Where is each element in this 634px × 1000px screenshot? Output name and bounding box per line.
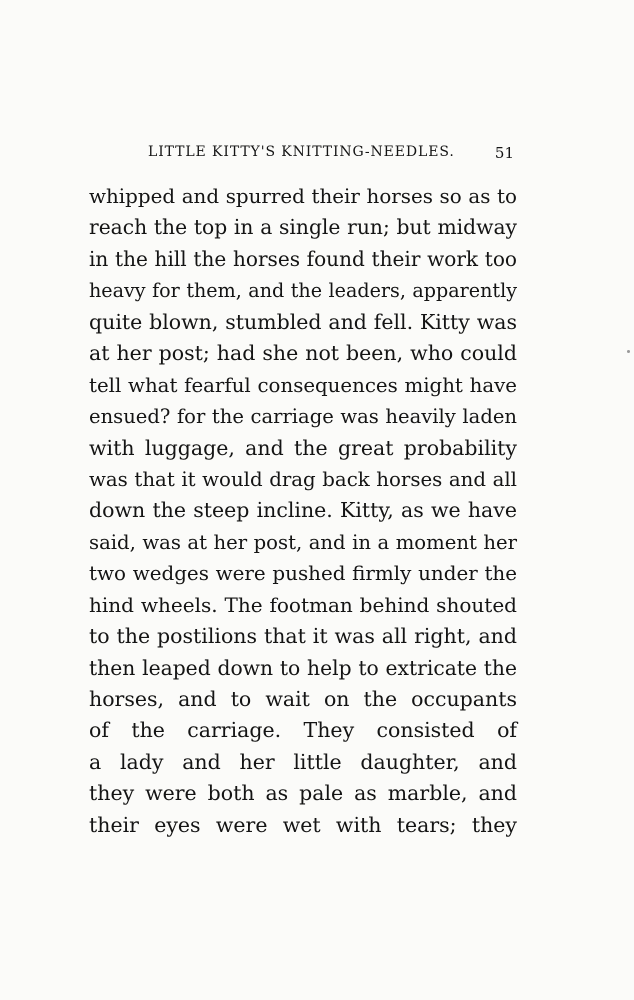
text-line: of the carriage. They consisted of xyxy=(89,718,517,743)
text-line: to the postilions that it was all right, and xyxy=(89,624,517,649)
text-line: ensued? for the carriage was heavily laden xyxy=(89,405,517,429)
page-number: 51 xyxy=(494,144,514,162)
text-line: in the hill the horses found their work too xyxy=(89,246,517,271)
text-line: tell what fearful consequences might have xyxy=(89,373,517,397)
text-line: reach the top in a single run; but midway xyxy=(89,215,517,240)
text-line: then leaped down to help to extricate the xyxy=(89,655,517,680)
text-line: heavy for them, and the leaders, apparently xyxy=(89,279,517,303)
text-line: at her post; had she not been, who could xyxy=(89,341,517,366)
paper-speck xyxy=(627,350,630,353)
text-line: they were both as pale as marble, and xyxy=(89,781,517,806)
text-line: whipped and spurred their horses so as to xyxy=(89,185,517,208)
running-head xyxy=(88,144,520,166)
text-line: said, was at her post, and in a moment her xyxy=(89,530,517,554)
running-title: LITTLE KITTY'S KNITTING-NEEDLES. xyxy=(148,144,455,160)
text-line: hind wheels. The footman behind shouted xyxy=(89,592,517,617)
text-line: quite blown, stumbled and fell. Kitty was xyxy=(89,309,517,334)
text-line: a lady and her little daughter, and xyxy=(89,749,517,774)
text-line: their eyes were wet with tears; they xyxy=(89,812,517,837)
body-text xyxy=(89,181,517,841)
text-line: down the steep incline. Kitty, as we have xyxy=(89,498,517,523)
text-line: was that it would drag back horses and all xyxy=(89,467,517,491)
text-line: two wedges were pushed firmly under the xyxy=(89,562,517,586)
text-line: with luggage, and the great probability xyxy=(89,435,517,460)
text-line: horses, and to wait on the occupants xyxy=(89,687,517,711)
